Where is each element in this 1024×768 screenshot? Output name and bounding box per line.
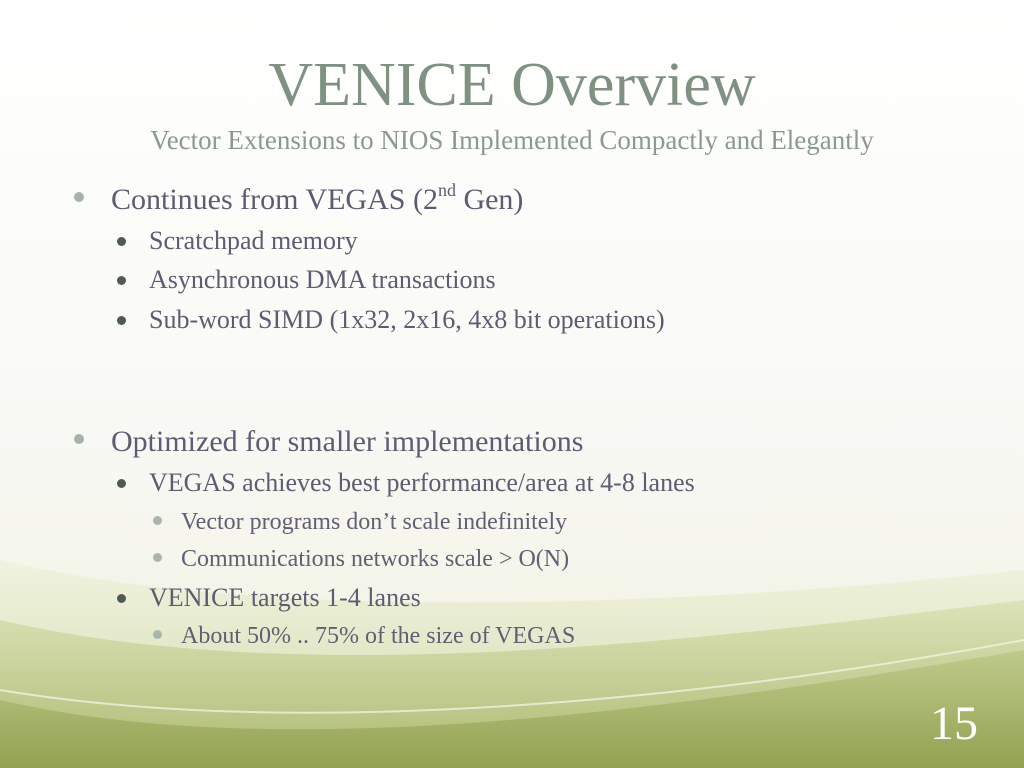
bullet-venice-targets [149, 583, 421, 613]
bullet-dot-icon [117, 479, 126, 488]
bullet-communications-networks [181, 545, 569, 573]
slide-title: VENICE Overview [268, 51, 756, 119]
bullet-text-post: Gen) [455, 183, 524, 216]
bullet-continues-from-vegas [111, 182, 523, 218]
bullet-text: Communications networks scale > O(N) [181, 546, 570, 572]
bullet-dot-icon [117, 316, 126, 325]
bullet-dot-icon [74, 192, 84, 202]
bullet-dot-icon [117, 276, 126, 285]
bullet-text: Vector programs don’t scale indefinitely [181, 509, 568, 535]
bullet-dot-icon [117, 594, 126, 603]
bullet-vegas-best-performance [149, 468, 695, 498]
bullet-text: VENICE targets 1-4 lanes [149, 583, 421, 612]
bullet-dot-icon [74, 434, 84, 444]
bullet-optimized-smaller [111, 424, 583, 460]
bullet-text-pre: Continues from VEGAS (2 [111, 183, 438, 216]
slide-subtitle: Vector Extensions to NIOS Implemented Compactly and Elegantly [150, 125, 874, 155]
bullet-vector-programs-scale [181, 508, 567, 536]
bullet-dot-icon [153, 516, 162, 525]
bullet-dot-icon [117, 237, 126, 246]
bullet-dot-icon [153, 553, 162, 562]
bullet-subword-simd [149, 305, 665, 335]
bullet-scratchpad-memory [149, 226, 358, 256]
bullet-async-dma [149, 265, 496, 295]
bullet-dot-icon [153, 630, 162, 639]
bullet-text: About 50% .. 75% of the size of VEGAS [181, 623, 576, 649]
bullet-text: Asynchronous DMA transactions [149, 265, 496, 294]
bullet-text: Optimized for smaller implementations [111, 425, 584, 458]
bullet-text: Sub-word SIMD (1x32, 2x16, 4x8 bit operations) [149, 305, 665, 334]
bullet-text: VEGAS achieves best performance/area at 4-8 lanes [149, 468, 695, 497]
bullet-text: Scratchpad memory [149, 226, 358, 255]
page-number: 15 [930, 697, 978, 750]
bullet-text-superscript: nd [437, 180, 456, 201]
bullet-about-size [181, 622, 575, 650]
